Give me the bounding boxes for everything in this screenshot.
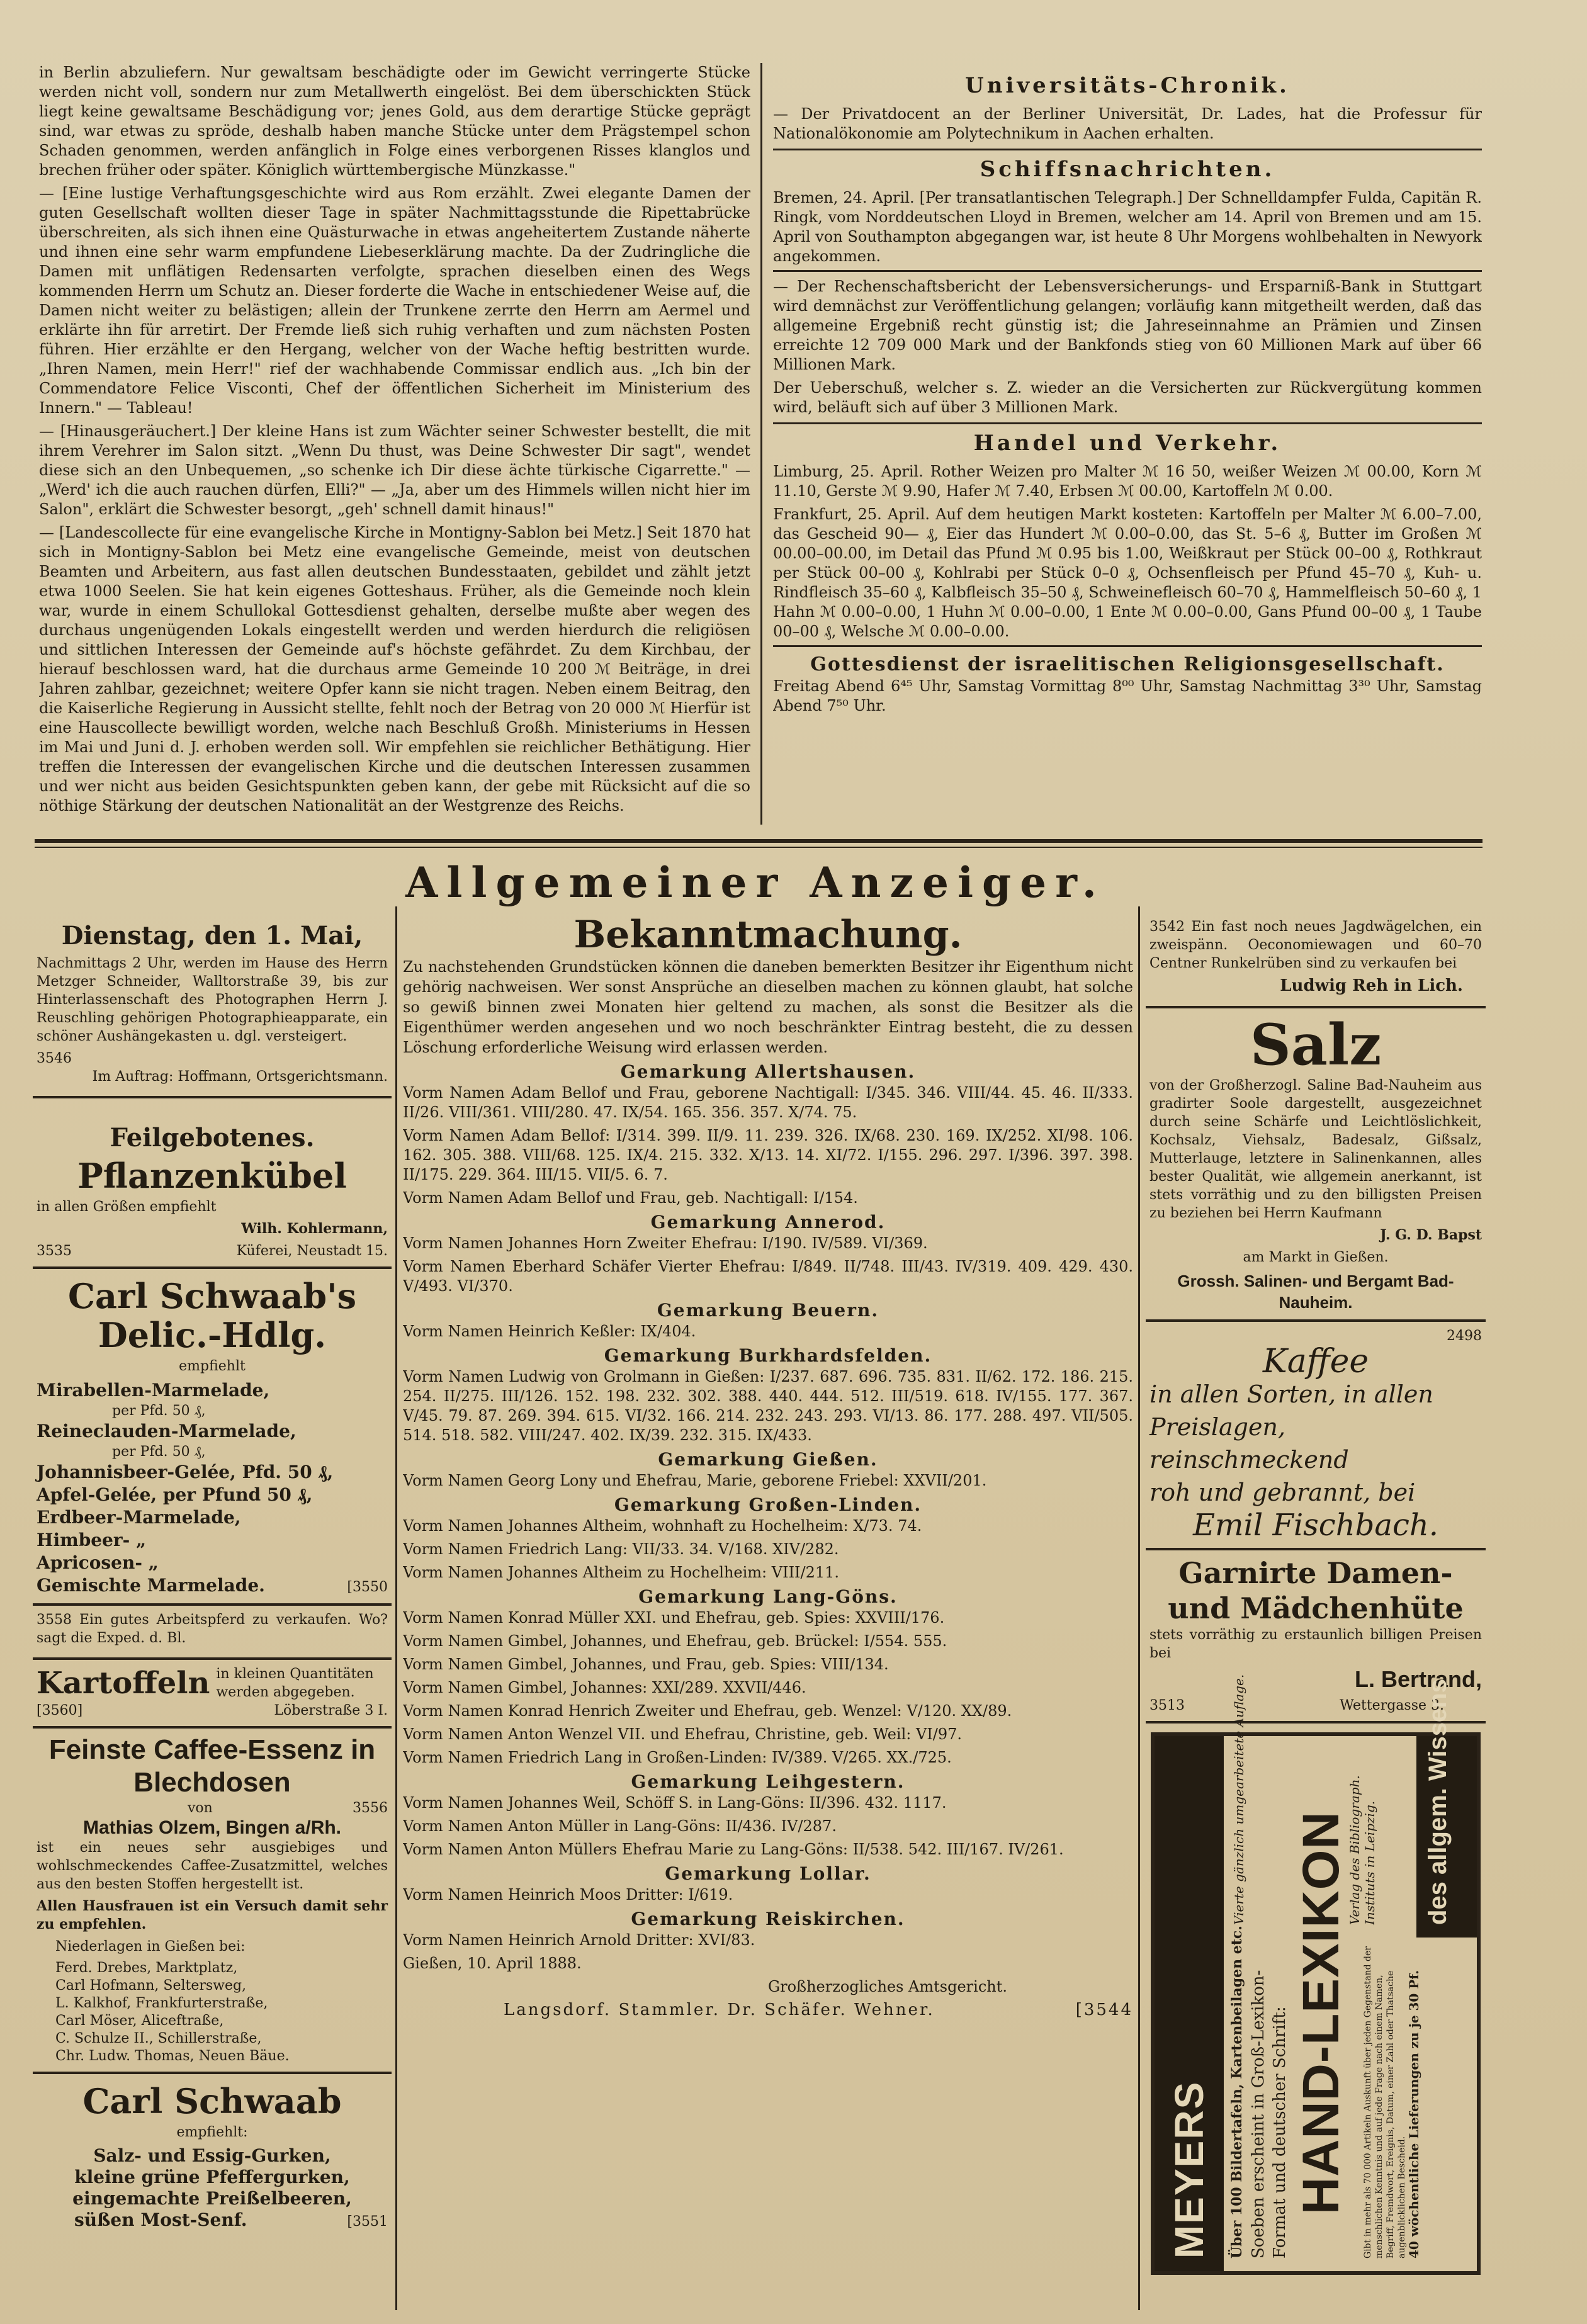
- ad-kaffee-line: Preislagen, reinschmeckend: [1149, 1413, 1349, 1474]
- ad-schwaab-pickles-num: [3551: [347, 2214, 388, 2230]
- ad-salt-merchant: J. G. D. Bapst: [1380, 1227, 1482, 1243]
- notice-entry: Vorm Namen Heinrich Moos Dritter: I/619.: [403, 1886, 733, 1904]
- notice-entry: Vorm Namen Ludwig von Grolmann in Gießen: I/237. 687. 696. 735. 831. II/62. 172. 186. 215. 254. II/275. III/126. 152. 198. 232. 302. 388. 440. 444. 512. III/519. 618. IV/155. 177. 367. V/45. 79. 87. 269. 394. 615. VI/32. 166. 214. 232. 243. 293. VI/13. 86. 177. 288. 497. VII/505. 514. 518. 582. VIII/247. 402. IX/39. 232. 315. IX/433.: [403, 1368, 1133, 1444]
- news-limburg: Limburg, 25. April. Rother Weizen pro Malter ℳ 16 50, weißer Weizen ℳ 00.00, Korn ℳ 11.10, Gerste ℳ 9.90, Hafer ℳ 7.40, Erbsen ℳ 00.00, Kartoffeln ℳ 0.00.: [773, 463, 1482, 500]
- notice-entry: Vorm Namen Konrad Henrich Zweiter und Ehefrau, geb. Wenzel: V/120. XX/89.: [403, 1702, 1012, 1720]
- ad-coffee-essence-von: von: [188, 1800, 213, 1816]
- ad-potatoes-num: [3560]: [37, 1703, 83, 1718]
- ad-kaffee-line: in allen Sorten, in allen: [1149, 1380, 1433, 1408]
- ad-auction: [33, 913, 392, 1098]
- ad-schwaab-deli-title: Carl Schwaab's Delic.-Hdlg.: [67, 1276, 357, 1355]
- news-surplus: Der Ueberschuß, welcher s. Z. wieder an die Versicherten zur Rückvergütung kommen wird, beläuft sich auf über 3 Millionen Mark.: [773, 379, 1482, 416]
- ad-kaffee: [1146, 1322, 1486, 1550]
- meyers-line-a: Soeben erscheint in Groß-Lexikon-: [1249, 1970, 1268, 2259]
- ad-salt-body: von der Großherzogl. Saline Bad-Nauheim aus gradirter Soole dargestellt, ausgezeichnet durch seine Schärfe und Leichtlöslichkeit, Kochsalz, Viehsalz, Badesalz, Gißsalz, Mutterlauge, letztere in Salinenkannen, alles bester Qualität, wie allgemein anerkannt, ist stets vorräthig und zu den billigsten Preisen zu beziehen bei Herrn Kaufmann: [1149, 1078, 1482, 1221]
- ad-potatoes: [33, 1660, 392, 1729]
- meyers-top-note: Über 100 Bildertafeln, Kartenbeilagen etc.: [1229, 1926, 1245, 2259]
- shop-item: Chr. Ludw. Thomas, Neuen Bäue.: [55, 2048, 290, 2064]
- ad-coffee-essence-bold: Allen Hausfrauen ist ein Versuch damit sehr zu empfehlen.: [37, 1898, 388, 1932]
- notice-section-name: Gemarkung Lang-Göns.: [638, 1586, 898, 1607]
- ad-salt-place: am Markt in Gießen.: [1243, 1249, 1389, 1265]
- news-university: — Der Privatdocent an der Berliner Universität, Dr. Lades, hat die Professur für Nationalökonomie am Polytechnikum in Aachen erhalten.: [773, 105, 1482, 142]
- notice-entry: Vorm Namen Gimbel, Johannes, und Ehefrau, geb. Brückel: I/554. 555.: [403, 1632, 947, 1650]
- notice-entry: Vorm Namen Adam Bellof und Frau, geb. Nachtigall: I/154.: [403, 1189, 858, 1207]
- notice-section-name: Gemarkung Annerod.: [650, 1212, 886, 1233]
- meyers-brand: MEYERS: [1166, 2080, 1212, 2259]
- ad-hats-addr: Wettergasse 3.: [1340, 1698, 1444, 1713]
- ad-auction-title: Dienstag, den 1. Mai,: [61, 921, 363, 950]
- notice-entry: Vorm Namen Johannes Altheim zu Hochelheim: VIII/211.: [403, 1564, 840, 1581]
- ad-coffee-essence-sub: Niederlagen in Gießen bei:: [55, 1939, 246, 1955]
- heading-ships: Schiffsnachrichten.: [773, 149, 1482, 182]
- notice-entry: Vorm Namen Adam Bellof: I/314. 399. II/9. 11. 239. 326. IX/68. 230. 169. IX/252. XI/98. 106. 162. 305. 388. VIII/68. 125. IX/4. 215. 332. X/13. 14. XI/72. I/155. 296. 297. I/396. 397. 398. II/175. 229. 364. III/15. VII/5. 6. 7.: [403, 1127, 1133, 1183]
- ad-auction-sign: Im Auftrag: Hoffmann, Ortsgerichtsmann.: [92, 1069, 388, 1085]
- shop-item: L. Kalkhof, Frankfurterstraße,: [55, 1995, 268, 2011]
- ad-hats-title: Garnirte Damen- und Mädchenhüte: [1168, 1556, 1464, 1625]
- deli-item: Erdbeer-Marmelade,: [37, 1507, 241, 1528]
- deli-item: Johannisbeer-Gelée, Pfd. 50 ₰,: [37, 1462, 334, 1482]
- notice-section-name: Gemarkung Großen-Linden.: [614, 1494, 922, 1515]
- masthead: Allgemeiner Anzeiger.: [405, 858, 1105, 907]
- ad-salt-title: Salz: [1250, 1012, 1382, 1078]
- ad-hats-num: 3513: [1149, 1698, 1185, 1713]
- meyers-right-title: des allgem. Wissens: [1424, 1679, 1452, 1925]
- ad-planters: [33, 1098, 392, 1269]
- ad-horse-text: 3558 Ein gutes Arbeitspferd zu verkaufen. Wo? sagt die Exped. d. Bl.: [37, 1612, 388, 1646]
- notice-entry: Vorm Namen Adam Bellof und Frau, geborene Nachtigall: I/345. 346. VIII/44. 45. 46. II/333. II/26. VIII/361. VIII/280. 47. IX/54. 165. 356. 357. X/74. 75.: [403, 1084, 1133, 1121]
- notice-signatures: Langsdorf. Stammler. Dr. Schäfer. Wehner.: [504, 2000, 935, 2019]
- ad-potatoes-addr: Löberstraße 3 I.: [274, 1703, 388, 1718]
- notice-section-name: Gemarkung Lollar.: [665, 1863, 871, 1884]
- notice-entry: Vorm Namen Georg Lony und Ehefrau, Marie, geborene Friebel: XXVII/201.: [403, 1472, 987, 1489]
- notice-section-name: Gemarkung Leihgestern.: [631, 1771, 905, 1792]
- heading-university: Universitäts-Chronik.: [965, 73, 1290, 98]
- ad-schwaab-deli-list: [37, 1379, 388, 1597]
- notice-entry: Vorm Namen Gimbel, Johannes, und Frau, geb. Spies: VIII/134.: [403, 1656, 889, 1673]
- meyers-blurb: Gibt in mehr als 70 000 Artikeln Auskunft über jeden Gegenstand der menschlichen Kenntnis und auf jede Frage nach einem Namen, Begriff, Fremdwort, Ereignis, Datum, einer Zahl oder Thatsache augenblicklichen Bescheid.: [1363, 1946, 1407, 2259]
- notice-entry: Vorm Namen Eberhard Schäfer Vierter Ehefrau: I/849. II/748. III/43. IV/319. 409. 429. 430. V/493. VI/370.: [403, 1258, 1133, 1295]
- column-divider-ads-right: [1138, 906, 1140, 2310]
- notice-entry: Vorm Namen Johannes Weil, Schöff S. in Lang-Göns: II/396. 432. 1117.: [403, 1794, 947, 1812]
- pickle-item: Salz- und Essig-Gurken,: [93, 2145, 331, 2166]
- ad-kaffee-num: 2498: [1447, 1328, 1482, 1344]
- deli-item: Himbeer- „: [37, 1530, 147, 1550]
- ad-coffee-essence-shops: [37, 1960, 388, 2065]
- shop-item: C. Schulze II., Schillerstraße,: [55, 2031, 262, 2046]
- ad-kaffee-name: Emil Fischbach.: [1193, 1508, 1438, 1543]
- notice-intro: Zu nachstehenden Grundstücken können die daneben bemerkten Besitzer ihr Eigenthum nicht gehörig nachweisen. Wer sonst Ansprüche an dieselben machen zu können glaubt, hat solche so gewiß binnen zwei Monaten hier geltend zu machen, als sonst die Besitzer als die Eigenthümer werden angesehen und wo noch beschränkter Eintrag besteht, die zu dessen Löschung erforderliche Weisung wird erlassen werden.: [403, 958, 1133, 1056]
- notice-entry: Vorm Namen Konrad Müller XXI. und Ehefrau, geb. Spies: XXVIII/176.: [403, 1609, 945, 1627]
- notice-section-name: Gemarkung Allertshausen.: [620, 1061, 916, 1082]
- ad-coffee-essence-title: Feinste Caffee-Essenz in Blechdosen: [48, 1734, 376, 1798]
- notice-section-name: Gemarkung Reiskirchen.: [631, 1909, 905, 1929]
- ad-wagons-text: 3542 Ein fast noch neues Jagdwägelchen, ein zweispänn. Oeconomiewagen und 60–70 Centner Runkelrüben sind zu verkaufen bei: [1149, 919, 1482, 971]
- meyers-price: 40 wöchentliche Lieferungen zu je 30 Pf.: [1406, 1970, 1421, 2259]
- notice-section-name: Gemarkung Gießen.: [658, 1449, 878, 1470]
- meyers-line-b: Format und deutscher Schrift:: [1270, 2006, 1289, 2259]
- meyers-title: HAND-LEXIKON: [1292, 1811, 1350, 2214]
- notice-entry: Vorm Namen Johannes Altheim, wohnhaft zu Hochelheim: X/73. 74.: [403, 1517, 922, 1535]
- section-rule-1: [35, 839, 1483, 843]
- ads-right-column: [1146, 913, 1486, 2304]
- deli-item: Gemischte Marmelade.: [37, 1575, 265, 1596]
- notice-entry: Vorm Namen Anton Wenzel VII. und Ehefrau, Christine, geb. Weil: VI/97.: [403, 1725, 963, 1743]
- ad-schwaab-deli-num: [3550: [347, 1579, 388, 1595]
- deli-item: Reineclauden-Marmelade,: [37, 1421, 297, 1441]
- notice-entry: Vorm Namen Heinrich Keßler: IX/404.: [403, 1323, 696, 1340]
- left-top-column: [39, 63, 750, 825]
- notice-entry: Vorm Namen Friedrich Lang in Großen-Linden: IV/389. V/265. XX./725.: [403, 1749, 952, 1766]
- ad-kaffee-title: Kaffee: [1262, 1343, 1369, 1380]
- ad-salt: [1146, 1008, 1486, 1322]
- service-times: Freitag Abend 6⁴⁵ Uhr, Samstag Vormittag 8⁰⁰ Uhr, Samstag Nachmittag 3³⁰ Uhr, Samstag Abend 7⁵⁰ Uhr.: [773, 677, 1482, 714]
- notice-entry: Vorm Namen Friedrich Lang: VII/33. 34. V/168. XIV/282.: [403, 1540, 839, 1558]
- column-divider-top: [760, 63, 762, 825]
- ad-hats-body: stets vorräthig zu erstaunlich billigen Preisen bei: [1149, 1627, 1482, 1661]
- ad-coffee-essence-num: 3556: [353, 1800, 388, 1816]
- article-montigny: — [Landescollecte für eine evangelische Kirche in Montigny-Sablon bei Metz.] Seit 1870 hat sich in Montigny-Sablon bei Metz eine evangelische Gemeinde, meist von deutschen Beamten und Arbeitern, aus fast allen deutschen Bundesstaaten, gebildet und zählt jetzt etwa 1000 Seelen. Sie hat kein eigenes Gotteshaus. Früher, als die Gemeinde noch klein war, wurde in einem Schullokal Gottesdienst gehalten, derselbe mußte aber wegen des durchaus ungenügenden Lokals eingestellt werden und werden hierdurch die religiösen und sittlichen Interessen der Gemeinde auf's höchste gefährdet. Zu dem Kirchbau, der hierauf beschlossen ward, hat die durchaus arme Gemeinde 10 200 ℳ Beiträge, in drei Jahren zahlbar, gezeichnet; weitere Opfer kann sie nicht tragen. Neben einem Beitrag, den die Kaiserliche Regierung in Aussicht stellte, fehlt noch der Betrag von 20 000 ℳ Hierfür ist eine Hauscollecte bewilligt worden, welche nach Beschluß Großh. Ministeriums in Hessen im Mai und Juni d. J. erhoben werden soll. Wir empfehlen sie reichlicher Bethätigung. Hier treffen die Interessen der evangelischen Kirche und die deutschen Interessen zusammen und wer nicht aus beiden Gesichtspunkten geben kann, der gebe mit Rücksicht auf die so nöthige Stärkung der deutschen Nationalität an der Westgrenze des Reichs.: [39, 524, 750, 815]
- ad-schwaab-pickles-title: Carl Schwaab: [82, 2081, 342, 2121]
- meyers-publisher: Verlag des Bibliograph. Instituts in Leipzig.: [1347, 1775, 1377, 1925]
- ad-coffee-essence: [33, 1729, 392, 2074]
- article-coin: in Berlin abzuliefern. Nur gewaltsam beschädigte oder im Gewicht verringerte Stücke werden nicht voll, sondern nur zum Metallwerth eingelöst. Bei dem überschickten Stück liegt keine gewaltsame Beschädigung vor; jenes Gold, aus dem derartige Stücke geprägt sind, war etwas zu spröde, deshalb haben manche Stücke unter dem Prägstempel schon Schaden genommen, werden anfänglich in Folge eines verborgenen Risses klanglos und brechen früher oder später. Königlich württembergische Münzkasse.": [39, 64, 750, 179]
- shop-item: Carl Möser, Aliceftraße,: [55, 2013, 224, 2029]
- ad-schwaab-deli-recommends: empfiehlt: [179, 1358, 246, 1374]
- notice-entry: Vorm Namen Heinrich Arnold Dritter: XVI/83.: [403, 1931, 755, 1949]
- ad-kaffee-line: roh und gebrannt, bei: [1149, 1479, 1416, 1506]
- notice-title: Bekanntmachung.: [573, 913, 963, 957]
- ad-schwaab-pickles-list: [37, 2145, 388, 2231]
- notice-entry: Vorm Namen Johannes Horn Zweiter Ehefrau: I/190. IV/589. VI/369.: [403, 1234, 928, 1252]
- notice-column: [403, 913, 1133, 2310]
- deli-item: Mirabellen-Marmelade,: [37, 1380, 270, 1401]
- deli-item: Apfel-Gelée, per Pfund 50 ₰,: [37, 1484, 313, 1505]
- ad-auction-num: 3546: [37, 1051, 72, 1066]
- column-divider-ads-left: [395, 906, 397, 2310]
- pickle-item: süßen Most-Senf.: [74, 2209, 247, 2230]
- ad-planters-title: Pflanzenkübel: [77, 1156, 347, 1196]
- section-rule-2: [35, 847, 1483, 848]
- ad-planters-addr: Küferei, Neustadt 15.: [236, 1243, 388, 1259]
- pickle-item: eingemachte Preißelbeeren,: [72, 2188, 352, 2209]
- ads-left-column: [33, 913, 392, 2304]
- ad-schwaab-deli: [33, 1269, 392, 1606]
- ad-auction-body: Nachmittags 2 Uhr, werden im Hause des Herrn Metzger Schneider, Walltorstraße 39, bis zur Hinterlassenschaft des Photographen Herrn J. Reuschling gehörigen Photographieapparate, ein schöner Aushängekasten u. dgl. versteigert.: [37, 956, 388, 1044]
- ad-offered-head: Feilgebotenes.: [110, 1123, 315, 1153]
- news-ships: Bremen, 24. April. [Per transatlantischen Telegraph.] Der Schnelldampfer Fulda, Capitän R. Ringk, vom Norddeutschen Lloyd in Bremen, welcher am 14. April von Bremen und am 15. April von Southampton abgegangen war, ist heute 8 Uhr Morgens wohlbehalten in Newyork angekommen.: [773, 189, 1482, 265]
- notice-entry: Vorm Namen Anton Müllers Ehefrau Marie zu Lang-Göns: II/538. 542. III/167. IV/261.: [403, 1841, 1064, 1858]
- ad-potatoes-body: in kleinen Quantitäten werden abgegeben.: [216, 1666, 374, 1700]
- article-hans: — [Hinausgeräuchert.] Der kleine Hans ist zum Wächter seiner Schwester bestellt, die mit ihrem Verehrer im Salon sitzt. „Wenn Du thust, was Deine Schwester Dir sagt", wendet diese sich an den Unbequemen, „so schenke ich Dir diese ächte türkische Cigarrette." — „Werd' ich die auch rauchen dürfen, Elli?" — „Ja, aber um des Himmels willen nicht hier im Salon", erklärt die Schwester besorgt, „geh' schnell damit hinaus!": [39, 422, 750, 518]
- ad-planters-name: Wilh. Kohlermann,: [241, 1221, 388, 1237]
- ad-schwaab-pickles-body: empfiehlt:: [176, 2124, 248, 2140]
- ad-planters-body: in allen Größen empfiehlt: [37, 1199, 217, 1215]
- ad-wagons: [1146, 913, 1486, 1008]
- shop-item: Ferd. Drebes, Marktplatz,: [55, 1960, 238, 1976]
- ad-planters-num: 3535: [37, 1243, 72, 1259]
- pickle-item: kleine grüne Pfeffergurken,: [74, 2167, 350, 2187]
- ad-hats-name: L. Bertrand,: [1354, 1666, 1482, 1692]
- heading-service: Gottesdienst der israelitischen Religionsgesellschaft.: [773, 645, 1482, 675]
- notice-court: Großherzogliches Amtsgericht.: [767, 1978, 1007, 1995]
- ad-schwaab-pickles: [33, 2074, 392, 2236]
- meyers-edition: Vierte gänzlich umgearbeitete Auflage.: [1231, 1674, 1246, 1925]
- news-insurance: — Der Rechenschaftsbericht der Lebensversicherungs- und Ersparniß-Bank in Stuttgart wird demnächst zur Veröffentlichung gelangen; vorläufig kann mitgetheilt werden, daß das allgemeine Ergebniß recht günstig ist; die Jahreseinnahme an Prämien und Zinsen erreichte 12 709 000 Mark und der Bankfonds stieg von 60 Millionen Mark auf über 66 Millionen Mark.: [773, 270, 1482, 375]
- deli-item: per Pfd. 50 ₰,: [112, 1403, 206, 1419]
- shop-item: Carl Hofmann, Seltersweg,: [55, 1978, 247, 1994]
- ad-wagons-name: Ludwig Reh in Lich.: [1280, 976, 1463, 995]
- deli-item: Apricosen- „: [37, 1552, 159, 1573]
- notice-num: [3544: [1075, 2000, 1133, 2019]
- ad-salt-saline: Grossh. Salinen- und Bergamt Bad-Nauheim.: [1177, 1272, 1454, 1312]
- notice-date: Gießen, 10. April 1888.: [403, 1955, 582, 1972]
- ad-potatoes-title: Kartoffeln: [37, 1666, 210, 1701]
- ad-coffee-essence-body: ist ein neues sehr ausgiebiges und wohlschmeckendes Caffee-Zusatzmittel, welches aus den besten Stoffen hergestellt ist.: [37, 1840, 388, 1892]
- ad-horse: [33, 1606, 392, 1660]
- heading-trade: Handel und Verkehr.: [773, 422, 1482, 456]
- notice-entry: Vorm Namen Gimbel, Johannes: XXI/289. XXVII/446.: [403, 1679, 806, 1696]
- notice-entry: Vorm Namen Anton Müller in Lang-Göns: II/436. IV/287.: [403, 1817, 837, 1835]
- notice-section-name: Gemarkung Burkhardsfelden.: [604, 1345, 932, 1366]
- ad-coffee-essence-name: Mathias Olzem, Bingen a/Rh.: [82, 1817, 342, 1838]
- right-top-column: [773, 68, 1482, 830]
- article-rome: — [Eine lustige Verhaftungsgeschichte wird aus Rom erzählt. Zwei elegante Damen der guten Gesellschaft wollten dieser Tage in später Nachmittagsstunde die Ripettabrücke überschreiten, als sich ihnen eine Quästurwache in etwas angeheitertem Zustande näherte und ihnen eine sehr warm empfundene Liebeserklärung machte. Da der Zudringliche die Damen mit unflätigen Redensarten verfolgte, sprachen dieselben einen des Wegs kommenden Herrn um Schutz an. Dieser forderte die Wache in entschiedener Weise auf, die Damen nicht weiter zu belästigen; allein der Trunkene zerrte den Herrn am Aermel und erklärte ihn für arretirt. Der Fremde ließ sich ruhig verhaften und zum nächsten Posten führen. Hier erzählte er den Hergang, welcher von der Wache heftig bestritten wurde. „Ihren Namen, mein Herr!" rief der wachhabende Commissar endlich aus. „Ich bin der Commendatore Felice Visconti, Chef der öffentlichen Sicherheit im Ministerium des Innern." — Tableau!: [39, 184, 750, 417]
- notice-section-name: Gemarkung Beuern.: [657, 1300, 879, 1321]
- news-frankfurt: Frankfurt, 25. April. Auf dem heutigen Markt kosteten: Kartoffeln per Malter ℳ 6.00–7.00, das Gescheid 90— ₰, Eier das Hundert ℳ 0.00–0.00, das St. 5–6 ₰, Butter im Großen ℳ 00.00–00.00, im Detail das Pfund ℳ 0.95 bis 1.00, Weißkraut per Stück 00–00 ₰, Rothkraut per Stück 00–00 ₰, Kohlrabi per Stück 0–0 ₰, Ochsenfleisch per Pfund 45–70 ₰, Kuh- u. Rindfleisch 35–60 ₰, Kalbfleisch 35–50 ₰, Schweinefleisch 60–70 ₰, Hammelfleisch 50–60 ₰, 1 Hahn ℳ 0.00–0.00, 1 Huhn ℳ 0.00–0.00, 1 Ente ℳ 0.00–0.00, Gans Pfund 00–00 ₰, 1 Taube 00–00 ₰, Welsche ℳ 0.00–0.00.: [773, 505, 1482, 640]
- deli-item: per Pfd. 50 ₰,: [112, 1444, 206, 1460]
